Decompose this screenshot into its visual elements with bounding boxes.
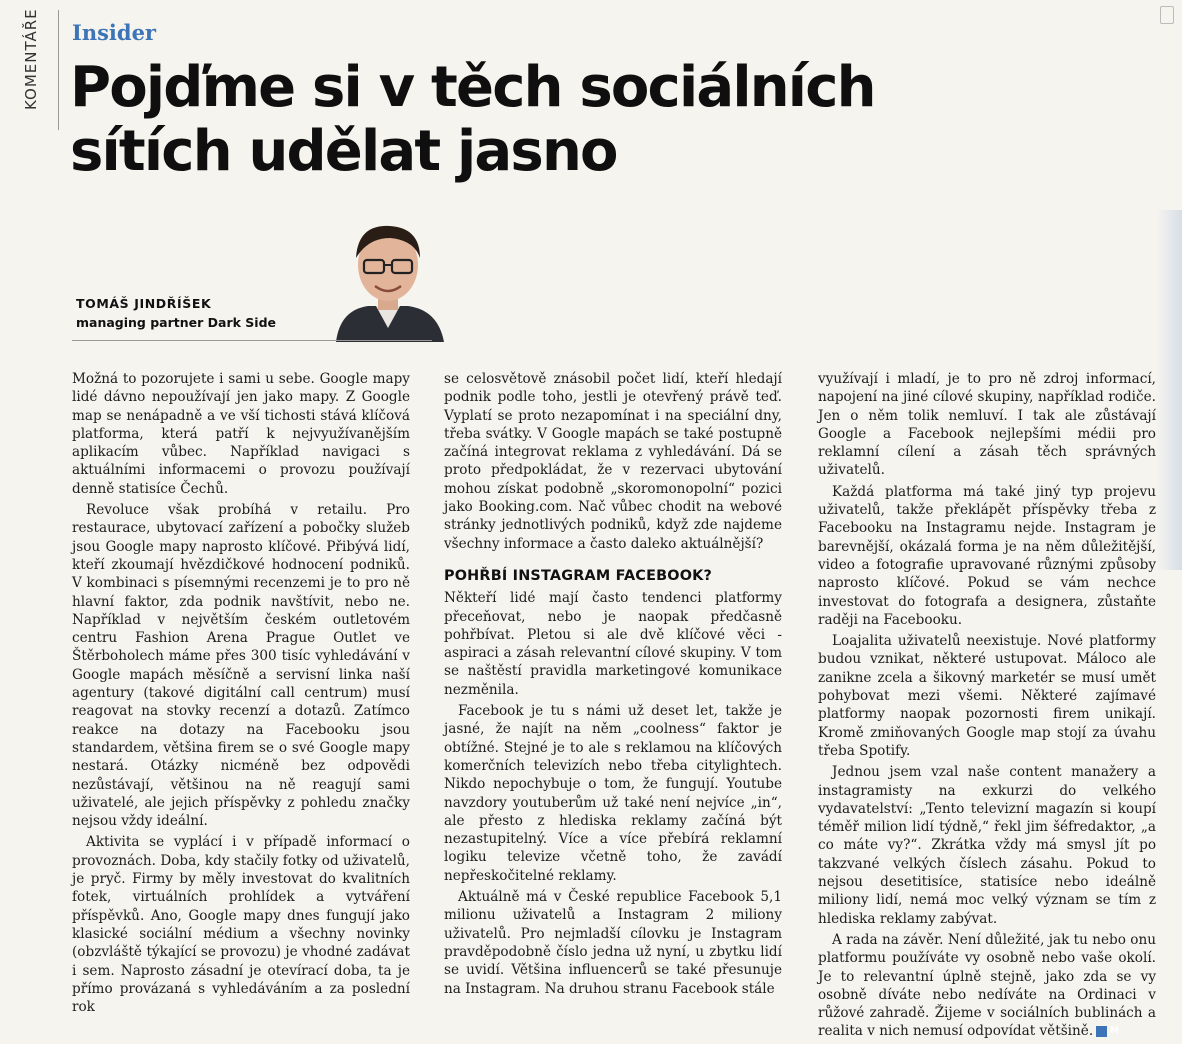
paragraph: se celosvětově znásobil počet lidí, kteří hledají podnik podle toho, jestli je otevřený právě teď. Vyplatí se proto nezapomínat i na speciální dny, třeba svátky. V Google mapách se také postupně začíná integrovat reklama z vyhledávání. Dá se proto předpokládat, že v rezervaci ubytování mohou získat podobně „skoromonopolní“ pozici jako Booking.com. Nač vůbec chodit na webové stránky jednotlivých podniků, když zde najdeme všechny informace a často daleko aktuálnější? bbox=[444, 371, 782, 552]
section-title: Insider bbox=[72, 20, 156, 45]
article-column-3 bbox=[818, 370, 1156, 1044]
paragraph: využívají i mladí, je to pro ně zdroj informací, napojení na jiné cílové skupiny, například rodiče. Jen o něm tolik nemluví. I tak ale zůstávají Google a Facebook nejlepšími médii pro reklamní cílení a zásah těch správných uživatelů. bbox=[818, 371, 1156, 479]
paragraph-text: A rada na závěr. Není důležité, jak tu nebo onu platformu používáte vy osobně nebo vaše okolí. Je to relevantní úplně stejně, jako zda se vy osobně díváte nebo nedíváte na Ordinaci v růžové zahradě. Žijeme v sociálních bublinách a realita v nich nemusí odpovídat většině. bbox=[818, 931, 1156, 1040]
paragraph: Jednou jsem vzal naše content manažery a instagramisty na exkurzi do velkého vydavatelství: „Tento televizní magazín si koupí téměř milion lidí týdně,“ řekl jim šéfredaktor, „a co máte vy?“. Zkrátka vždy má smysl jít po takzvané velkých číslech zásahu. Pokud to nejsou desetitisíce, statisíce nebo ideálně miliony lidí, nemá moc velký význam se tím z hlediska reklamy zabývat. bbox=[818, 764, 1156, 927]
paragraph-last bbox=[818, 931, 1156, 1041]
paragraph: Každá platforma má také jiný typ projevu uživatelů, takže překlápět příspěvky třeba z Facebooku na Instagramu nejde. Instagram je barevnější, okázalá forma je na něm důležitější, video a fotografie upravované různými způsoby naprosto klíčové. Pokud se vám nechce investovat do fotografa a designera, zůstaňte raději na Facebooku. bbox=[818, 483, 1156, 628]
article-column-1 bbox=[72, 370, 410, 1019]
headline-line-1: Pojďme si v těch sociálních bbox=[70, 55, 875, 120]
paragraph: Možná to pozorujete i sami u sebe. Google mapy lidé dávno nepoužívají jen jako mapy. Z Google map se nenápadně a ve vší tichosti stává klíčová platforma, která patří k nejvyužívanějším aplikacím vůbec. Například navigaci s aktuálními informacemi o provozu používají denně statisíce Čechů. bbox=[72, 371, 410, 497]
paragraph: Revoluce však probíhá v retailu. Pro restaurace, ubytovací zařízení a pobočky služeb jsou Google mapy naprosto klíčové. Přibývá lidí, kteří zkoumají hvězdičkové hodnocení podniků. V kombinaci s písemnými recenzemi je to pro ně hlavní faktor, zda podnik navštívit, nebo ne. Například v největším českém outletovém centru Fashion Arena Prague Outlet ve Štěrboholech máme přes 300 tisíc vyhledávání v Google mapách měsíčně a servisní linka naší agentury (takové digitální call centrum) musí reagovat na stovky recenzí a dotazů. Zatímco reakce na dotazy na Facebooku jsou standardem, většina firem se o své Google mapy nestará. Otázky nicméně bez odpovědi nezůstávají, většinou na ně reagují sami uživatelé, ale jejich příspěvky z pohledu značky nejsou vždy ideální. bbox=[72, 502, 410, 830]
paragraph: Někteří lidé mají často tendenci platformy přeceňovat, nebo je naopak předčasně pohřbívat. Pletou si ale dvě klíčové věci - aspiraci a zásah relevantní cílové skupiny. V tom se naštěstí pravidla marketingové komunikace nezměnila. bbox=[444, 590, 782, 698]
author-name: TOMÁŠ JINDŘÍŠEK bbox=[76, 296, 212, 311]
page-edge-shadow bbox=[1156, 210, 1182, 570]
paragraph: Loajalita uživatelů neexistuje. Nové platformy budou vznikat, některé ustupovat. Máloco ale zanikne zcela a šikovný marketér se musí umět pohybovat mezi všemi. Některé zajímavé platformy naopak pozornosti firem unikají. Kromě zmiňovaných Google map stojí za úvahu třeba Spotify. bbox=[818, 633, 1156, 759]
paragraph: Aktivita se vyplácí i v případě informací o provoznách. Doba, kdy stačily fotky od uživatelů, je pryč. Firmy by měly investovat do kvalitních fotek, virtuálních prohlídek a vytváření příspěvků. Ano, Google mapy dnes fungují jako klasické sociální médium a všechny novinky (obzvláště týkající se provozu) je vhodné zadávat i sem. Naprosto zásadní je otevírací doba, ta je přímo provázaná s vyhledáváním a za poslední rok bbox=[72, 834, 410, 1016]
paragraph: Aktuálně má v České republice Facebook 5,1 milionu uživatelů a Instagram 2 miliony uživatelů. Pro nejmladší cílovku je Instagram pravděpodobně číslo jedna už nyní, u zbytku lidí se uvidí. Většina influencerů se také přesunuje na Instagram. Na druhou stranu Facebook stále bbox=[444, 889, 782, 997]
headline-line-2: sítích udělat jasno bbox=[70, 119, 617, 184]
section-side-label: KOMENTÁŘE bbox=[22, 8, 40, 110]
page-corner-icon bbox=[1160, 6, 1174, 24]
paragraph: Facebook je tu s námi už deset let, takže je jasné, že najít na něm „coolness“ faktor je obtížné. Stejné je to ale s reklamou na klíčových komerčních televizích nebo třeba citylightech. Nikdo nepochybuje o tom, že fungují. Youtube navzdory youtuberům už také není nejvíce „in“, ale přesto z hlediska reklamy začíná být nezastupitelný. Více a více přebírá reklamní logiku televize včetně toho, že zavádí nepřeskočitelné reklamy. bbox=[444, 703, 782, 884]
end-mark-icon: M bbox=[1096, 1026, 1107, 1037]
author-role: managing partner Dark Side bbox=[76, 315, 276, 330]
byline-divider bbox=[72, 340, 432, 341]
author-photo bbox=[328, 210, 448, 342]
side-divider bbox=[58, 10, 59, 130]
headline bbox=[70, 56, 1070, 184]
subheading: POHŘBÍ INSTAGRAM FACEBOOK? bbox=[444, 567, 713, 584]
article-column-2 bbox=[444, 370, 782, 1001]
